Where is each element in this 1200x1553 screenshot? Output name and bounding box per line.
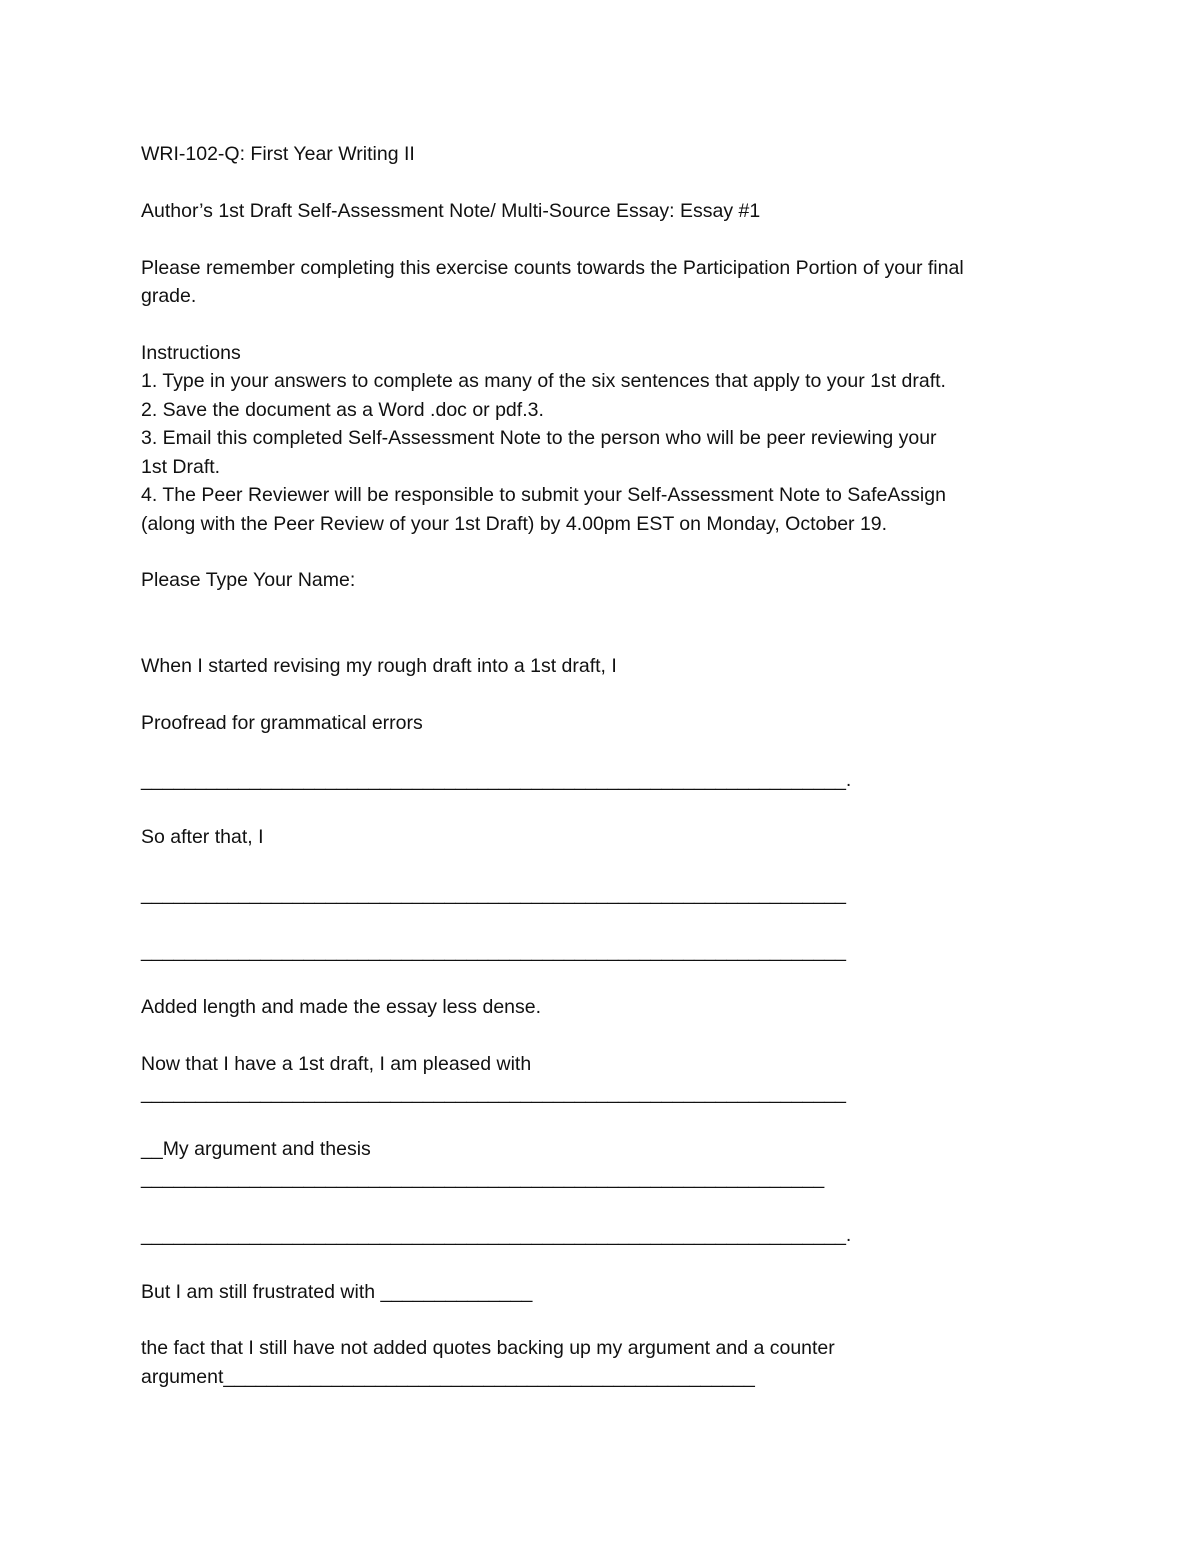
answer-started-revising[interactable]: Proofread for grammatical errors [141, 712, 423, 734]
instruction-item-4-cont: (along with the Peer Review of your 1st Draft) by 4.00pm EST on Monday, October 19. [141, 513, 888, 535]
prompt-pleased-with: Now that I have a 1st draft, I am pleased with [141, 1053, 532, 1075]
instruction-item-4: 4. The Peer Reviewer will be responsible to submit your Self-Assessment Note to SafeAssign [141, 484, 946, 506]
answer-blank-1[interactable]: _________________________________________________________________. [141, 769, 852, 791]
prompt-so-after: So after that, I [141, 826, 264, 848]
answer-blank-5[interactable]: _______________________________________________________________ [141, 1167, 825, 1189]
answer-after[interactable]: Added length and made the essay less dense. [141, 996, 542, 1018]
reminder-line-1: Please remember completing this exercise counts towards the Participation Portion of your final [141, 257, 964, 279]
answer-frustrated-line-2[interactable]: argument_________________________________________________ [141, 1366, 755, 1388]
reminder-line-2: grade. [141, 285, 197, 307]
answer-frustrated-line-1[interactable]: the fact that I still have not added quotes backing up my argument and a counter [141, 1337, 835, 1359]
answer-blank-6[interactable]: _________________________________________________________________. [141, 1224, 852, 1246]
instruction-item-3: 3. Email this completed Self-Assessment Note to the person who will be peer reviewing your [141, 427, 937, 449]
instruction-item-3-cont: 1st Draft. [141, 456, 221, 478]
answer-pleased[interactable]: __My argument and thesis [141, 1138, 371, 1160]
answer-blank-4[interactable]: _________________________________________________________________ [141, 1082, 846, 1104]
instructions-heading: Instructions [141, 342, 241, 364]
prompt-frustrated-with: But I am still frustrated with ______________ [141, 1281, 533, 1303]
course-title: WRI-102-Q: First Year Writing II [141, 143, 415, 165]
note-title: Author’s 1st Draft Self-Assessment Note/ Multi-Source Essay: Essay #1 [141, 200, 761, 222]
answer-blank-3[interactable]: _________________________________________________________________ [141, 940, 846, 962]
prompt-started-revising: When I started revising my rough draft into a 1st draft, I [141, 655, 617, 677]
instruction-item-1: 1. Type in your answers to complete as many of the six sentences that apply to your 1st draft. [141, 370, 946, 392]
name-prompt: Please Type Your Name: [141, 569, 356, 591]
instruction-item-2: 2. Save the document as a Word .doc or pdf.3. [141, 399, 544, 421]
answer-blank-2[interactable]: _________________________________________________________________ [141, 883, 846, 905]
